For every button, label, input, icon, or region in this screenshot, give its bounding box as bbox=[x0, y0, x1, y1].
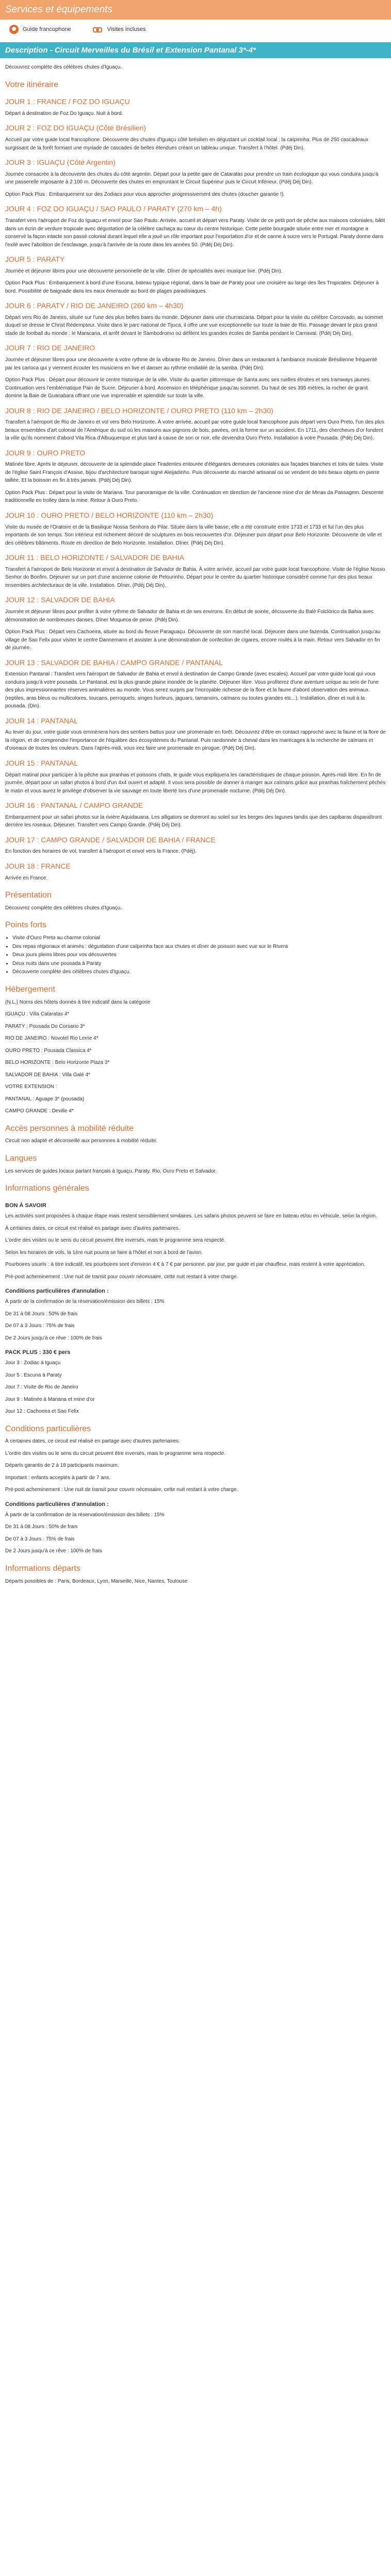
conditions-paragraph: L'ordre des visites ou le sens du circuit peuvent être inversés, mais le programme sera respecté. bbox=[5, 1450, 226, 1456]
description-intro: Découvrez complète des célèbres chutes d'Iguaçu. bbox=[5, 64, 122, 70]
pack-plus-title: PACK PLUS : 330 € pers bbox=[5, 1349, 71, 1356]
departures-heading: Informations départs bbox=[5, 1564, 80, 1573]
description-title: Description - Circuit Merveilles du Brésil et Extension Pantanal 3*-4* bbox=[0, 42, 391, 58]
practical-heading: Informations générales bbox=[5, 1184, 89, 1193]
departures-text: Départs possibles de : Paris, Bordeaux, Lyon, Marseille, Nice, Nantes, Toulouse bbox=[5, 1578, 188, 1584]
guide-label: Guide francophone bbox=[23, 26, 71, 32]
day-paragraph: Journée et déjeuner libres pour une découverte personnelle de la ville. Dîner de spécialités avec musique live. (Pdéj Din). bbox=[5, 268, 283, 274]
conditions-cond-list bbox=[5, 1511, 386, 1555]
hotel-line: PARATY : Pousada Do Corsario 3* bbox=[5, 1023, 85, 1029]
practical-paragraph: Selon les horaires de vols, la 1ère nuit pourra se faire à l'hôtel et non à bord de l'avion. bbox=[5, 1249, 203, 1256]
day-title: JOUR 3 : IGUAÇU (Côté Argentin) bbox=[5, 158, 116, 167]
day-title: JOUR 9 : OURO PRETO bbox=[5, 448, 86, 457]
cancellation-line: De 31 à 08 Jours : 50% de frais bbox=[5, 1311, 78, 1317]
cancellation-line: De 31 à 08 Jours : 50% de frais bbox=[5, 1524, 78, 1530]
access-heading: Accès personnes à mobilité réduite bbox=[5, 1124, 134, 1133]
conditions-paragraph: Pré-post acheminement : Une nuit de transit pour couvrir nécessaire, cette nuit restant à votre charge. bbox=[5, 1487, 238, 1493]
conditions-paragraph: Départs garantis de 2 à 18 participants maximum. bbox=[5, 1463, 119, 1469]
cancellation-line: De 07 à 3 Jours : 75% de frais bbox=[5, 1323, 75, 1329]
lodging-heading: Hébergement bbox=[5, 985, 55, 994]
bon-voyage-label: BON À SAVOIR bbox=[5, 1202, 46, 1209]
cancellation-line: À partir de la confirmation de la réservation/émission des billets : 15% bbox=[5, 1512, 165, 1518]
services-header: Services et équipements bbox=[0, 0, 391, 20]
cancellation-line: De 2 Jours jusqu'à ce rêve : 100% de frais bbox=[5, 1548, 102, 1554]
highlight-item: • Deux nuits dans une pousada à Paraty bbox=[12, 960, 386, 968]
day-paragraph: Au lever du jour, votre guide vous emmènera hors des sentiers battus pour une promenade en forêt. Découvrez d'être en contact rapproché avec la faune et la flore de la région, et de comprendre l'importance de l'équilibre des écosystèmes du Pantanal. Puis randonnée à cheval dans les marécages à la recherche de caïmans et d'oiseaux de toutes les couleurs. Dans l'après-midi, vous irez faire une promenade en pirogue. (Pdéj Déj Din). bbox=[5, 730, 386, 752]
cancellation-line: À partir de la confirmation de la réservation/émission des billets : 15% bbox=[5, 1299, 165, 1305]
pack-plus-line: Jour 12 : Cachoeira et Sao Felix bbox=[5, 1409, 79, 1415]
hotel-line: BELO HORIZONTE : Belo Horizonte Plaza 3* bbox=[5, 1060, 110, 1066]
extension-label: VOTRE EXTENSION : bbox=[5, 1084, 57, 1090]
highlight-item: • Deux jours pleins libres pour vos découvertes bbox=[12, 951, 386, 959]
conditions-heading: Conditions particulières bbox=[5, 1424, 91, 1433]
highlights-heading: Points forts bbox=[5, 921, 47, 930]
extension-hotel-line: CAMPO GRANDE : Deville 4* bbox=[5, 1108, 74, 1114]
content bbox=[0, 58, 391, 1600]
languages-text: Les services de guides locaux parlant français à Iguaçu, Paraty, Rio, Ouro Preto et Salvador. bbox=[5, 1168, 217, 1174]
conditions-cond-title: Conditions particulières d'annulation : bbox=[5, 1501, 109, 1507]
day-title: JOUR 14 : PANTANAL bbox=[5, 716, 78, 725]
practical-paragraph: L'ordre des visites ou le sens du circuit peuvent être inversés, mais le programme sera respecté. bbox=[5, 1238, 226, 1243]
conditions-paragraph: À certaines dates, ce circuit est réalisé en partage avec d'autres partenaires. bbox=[5, 1438, 180, 1445]
day-title: JOUR 1 : FRANCE / FOZ DO IGUAÇU bbox=[5, 97, 130, 106]
day-title: JOUR 16 : PANTANAL / CAMPO GRANDE bbox=[5, 801, 143, 810]
hotel-line: IGUAÇU : Villa Cataratas 4* bbox=[5, 1011, 70, 1018]
day-paragraph: Extension Pantanal : Transfert vers l'aéroport de Salvador de Bahia et envol à destination de Campo Grande (avec escales). Accueil par votre guide local qui vous conduira jusqu'à votre pousada. Le Pantanal, est la plus grande plaine inondée de la planète. Déjeuner libre. Vous profiterez d'une aventure unique au sein de l'une des plus impressionnantes réserves animalières au monde. Vous serez surpris par l'incroyable richesse de la flore et la faune d'abord observation des animaux (reptiles, aras bleus ou multicolores, toucans, perroquets, singes hurleurs, jaguars, tamanoirs, caïmans ou toutes grandes etc...). Installation, dîner et nuit à la pousada. (Din). bbox=[5, 671, 379, 709]
day-title: JOUR 5 : PARATY bbox=[5, 255, 65, 264]
day-title: JOUR 10 : OURO PRETO / BELO HORIZONTE (110 km – 2h30) bbox=[5, 511, 214, 519]
day-title: JOUR 7 : RIO DE JANEIRO bbox=[5, 344, 95, 352]
hotel-line: SALVADOR DE BAHIA : Villa Galé 4* bbox=[5, 1072, 91, 1078]
day-paragraph: Transfert à l'aéroport de Belo Horizonte et envol à destination de Salvador de Bahia. À votre arrivée, accueil par votre guide local francophone. Visite de l'église Nosso Senhor do Bonfim. Déjeuner sur un port d'une ancienne colonie de Pelourinho. Départ pour le centre du quartier historique considéré comme l'un des plus beaux ensembles architecturaux de la ville. Installation. Dîner. (Pdéj Déj Din). bbox=[5, 566, 385, 588]
day-title: JOUR 6 : PARATY / RIO DE JANEIRO (260 km – 4h30) bbox=[5, 301, 184, 310]
practical-cond-list bbox=[5, 1298, 386, 1342]
day-paragraph: Journée et déjeuner libres pour une découverte à votre rythme de la vibrante Rio de Janeiro. Dîner dans un restaurant à l'ambiance musicale Brésilienne fréquenté par les carioca qui y viennent écouter les musiciens en live et danser au rythme endiablé de la samba. (Pdéj Din). bbox=[5, 357, 378, 371]
services-icons bbox=[0, 20, 391, 39]
pack-plus-line: Jour 3 : Zodiac à Iguaçu bbox=[5, 1360, 61, 1366]
day-paragraph: Journée consacrée à la découverte des chutes du côté argentin. Départ pour la petite gare de Cataratas pour prendre un train écologique qui vous conduira jusqu'à une passerelle imposante à 2 100 m. Découverte des chutes en empruntant le Circuit Supérieur puis le Circuit Inférieur. (Pdéj Déj Din). bbox=[5, 171, 379, 185]
day-paragraph: Transfert vers l'aéroport de Foz do Iguaçu et envol pour Sao Paulo. Arrivée, accueil et départ vers Paraty. Visite de ce petit port de pêche aux maisons coloniales, bâtit dans un écrin de verdure tropicale avec dégustation de la célèbre cachaça au cœur du centre historique. Cette petite bourgade située entre mer et montagne a conservé la façon intacte son passé colonial durant lequel elle a joué un rôle important pour l'exportation d'or et de canne à sucre vers le Portugal. Paraty donne dans l'exilé avec l'abolition de l'esclavage, jusqu'à l'arrivée de la route dans les années 50. (Pdéj Déj Din). bbox=[5, 218, 385, 248]
day-paragraph: Embarquement pour un safari photos sur la rivière Aquidauana. Les alligators se doreront au soleil sur les berges des lagunes tandis que des capibaras disparaîtront derrière les roseaux. Déjeuner. Transfert vers Campo Grande. (Pdéj Déj Din). bbox=[5, 814, 382, 828]
highlight-item: • Des repas régionaux et animés : dégustation d'une caïpirinha face aux chutes et dîner de poisson avec vue sur le Rivera bbox=[12, 943, 386, 951]
day-paragraph: Option Pack Plus : Départ vers Cachoeira, située au bord du fleuve Paraguaçu. Découverte de son marché local. Déjeuner dans une fazenda. Continuation jusqu'au village de Sao Felix pour visiter le centre Dannemann et assister à une démonstration de confection de cigares, encore roulés à la main. Retour vers Salvador en fin de journée. bbox=[5, 629, 381, 651]
practical-cond-title: Conditions particulières d'annulation : bbox=[5, 1288, 109, 1294]
pack-plus-line: Jour 5 : Escuna à Paraty bbox=[5, 1372, 62, 1378]
conditions-paragraph: Important : enfants acceptés à partir de 7 ans. bbox=[5, 1475, 111, 1481]
cancellation-line: De 07 à 3 Jours : 75% de frais bbox=[5, 1536, 75, 1542]
day-paragraph: En fonction des horaires de vol, transfert à l'aéroport et envol vers la France. (Pdéj). bbox=[5, 849, 197, 855]
day-paragraph: Transfert à l'aéroport de Rio de Janeiro et vol vers Belo Horizonte. À votre arrivée, accueil par votre guide local francophone puis départ vers Ouro Preto, l'un des plus beaux ensembles d'art colonial de l'Amérique du sud où les maisons aux pignons de bois, pavées, ont la forme sur un accident. En 1711, des chercheurs d'or fondent la ville qu'ils nomment d'abord Vila Rica d'Albuquerque et plus tard à cause de son or noir, elle deviendra Ouro Preto. Installation à votre Pousada. (Pdéj Déj Din). bbox=[5, 419, 384, 442]
visits-feature bbox=[92, 25, 146, 33]
day-paragraph: Accueil par votre guide local francophone. Découverte des chutes d'Iguaçu côté brésilien en dégustant un cocktail local : la caïpirinha. Plus de 250 cascadeaux surgissant de la forêt formant une myriade de cascades de belles étendues créant un tableau unique. Transfert à l'hôtel. (Pdéj Din). bbox=[5, 137, 369, 151]
lodging-list bbox=[5, 1010, 386, 1079]
day-paragraph: Départ vers Rio de Janeiro, située sur l'une des plus belles baies du monde. Déjeuner dans une churrascaria. Départ pour la visite du célèbre Corcovado, au sommet duquel se dresse le Christ Rédempteur. Visite dans le parc national de Tijuca, il offre une vue exceptionnelle sur toute la baie de Rio. Passage devant le plus grand stade de football du monde : le Maracana, et arrêt devant le Sambodromo où défilent les grandes écoles de Samba pendant le Carnaval. (Pdéj Déj Din). bbox=[5, 314, 383, 336]
hotel-line: OURO PRETO : Pousada Classica 4* bbox=[5, 1047, 92, 1054]
itinerary-days bbox=[5, 96, 386, 882]
practical-paragraph: Les activités sont proposées à chaque étape mais restent sensiblement similaires. Les safaris photos peuvent se faire en bateau et/ou en véhicule, selon la région. bbox=[5, 1213, 377, 1219]
highlights-list bbox=[5, 934, 386, 976]
day-paragraph: Départ matinal pour participer à la pêche aux piranhas et poissons chats, le guide vous expliquera les caractéristiques de chaque poisson. Après-midi libre. En fin de journée, départ pour un safari photos à bord d'un 4x4 ouvert et adapté. Il vous sera possible de donner à manger aux caïmans grâce aux piranhas fraîchement pêchés le matin et vous aurez le privilège d'observer la vie sauvage en toute liberté lors d'une promenade nocturne. (Pdéj Déj Din). bbox=[5, 772, 386, 794]
lodging-intro: (N.L.) Noms des hôtels donnés à titre indicatif dans la catégorie bbox=[5, 999, 151, 1005]
presentation-heading: Présentation bbox=[5, 891, 52, 900]
visits-label: Visites incluses bbox=[107, 26, 146, 32]
hotel-line: RIO DE JANEIRO : Novotel Rio Leme 4* bbox=[5, 1036, 99, 1042]
highlight-item: • Visite d'Ouro Preto au charme colonial bbox=[12, 934, 386, 942]
practical-paragraph: À certaines dates, ce circuit est réalisé en partage avec d'autres partenaires. bbox=[5, 1225, 180, 1231]
presentation-text: Découvrez complète des célèbres chutes d'Iguaçu. bbox=[5, 905, 122, 911]
day-title: JOUR 12 : SALVADOR DE BAHIA bbox=[5, 596, 115, 604]
day-paragraph: Option Pack Plus : Départ pour la visite de Mariana. Tour panoramique de la ville. Continuation en direction de l'ancienne mine d'or de Minas da Passagem. Descente traditionnelle en trolley dans la mine. Retour à Ouro Preto. bbox=[5, 489, 384, 504]
day-paragraph: Visite du musée de l'Oratoire et de la Basilique Nossa Senhora do Pilar. Située dans la ville basse, elle a été construite entre 1733 et 1733 et fut l'un des plus importants de son temps. Son intérieur est richement décoré de sculptures en bois recouvertes d'or. Déjeuner puis départ pour Belo Horizonte. Découverte de ville et des célèbres bâtiments. Route en direction de Belo Horizonte. Installation. Dîner. (Pdéj Déj Din). bbox=[5, 524, 382, 546]
day-paragraph: Départ à destination de Foz Do Iguaçu. Nuit à bord. bbox=[5, 110, 123, 116]
pack-plus-list bbox=[5, 1359, 386, 1416]
access-text: Circuit non adapté et déconseillé aux personnes à mobilité réduite. bbox=[5, 1138, 158, 1144]
day-title: JOUR 2 : FOZ DO IGUAÇU (Côté Brésilien) bbox=[5, 124, 146, 132]
day-title: JOUR 17 : CAMPO GRANDE / SALVADOR DE BAHIA / FRANCE bbox=[5, 835, 216, 844]
day-title: JOUR 4 : FOZ DO IGUAÇU / SAO PAULO / PARATY (270 km – 4h) bbox=[5, 205, 222, 213]
cancellation-line: De 2 Jours jusqu'à ce rêve : 100% de frais bbox=[5, 1335, 102, 1341]
guide-feature bbox=[9, 25, 71, 34]
highlight-item: • Découverte complète des célèbres chutes d'Iguaçu. bbox=[12, 968, 386, 976]
day-paragraph: Matinée libre. Après le déjeuner, découverte de la splendide place Tiradentes entourée d'élégantes demeures coloniales aux façades blanches et toits de tuiles. Visite de l'église Saint François d'Assise, bijou d'architecture baroque signé Aleijadinho. Puis découverte du marché artisanal où se vendent de très beaux objets en pierre taillée. Et la boisson en fin à très jamais. (Pdéj Déj Din). bbox=[5, 462, 384, 484]
day-paragraph: Option Pack Plus : Embarquement à bord d'une Escuna, bateau typique régional, dans la baie de Paraty pour une croisière au large des îles Tropicales. Déjeuner à bord. Possibilité de baignade dans les eaux émeraude au bord de plages paradisiaques. bbox=[5, 280, 379, 294]
day-paragraph: Arrivée en France. bbox=[5, 875, 48, 881]
itinerary-heading: Votre itinéraire bbox=[5, 80, 59, 89]
extension-hotel-line: PANTANAL : Aguape 3* (pousada) bbox=[5, 1096, 85, 1102]
day-title: JOUR 15 : PANTANAL bbox=[5, 758, 78, 767]
extension-list bbox=[5, 1095, 386, 1115]
practical-paragraph: Pourboires usuels : à titre indicatif, les pourboires sont d'environ 4 € à 7 € par personne, par jour, par guide et par chauffeur, mais restent à votre appréciation. bbox=[5, 1262, 366, 1267]
guide-icon bbox=[9, 25, 19, 34]
day-paragraph: Journée et déjeuner libres pour profiter à votre rythme de Salvador de Bahia et de ses environs. En début de soirée, découverte du Balé Folclórico da Bahia avec démonstration de nombreuses danses. Dîner Moqueca de peixe. (Pdéj Din). bbox=[5, 609, 374, 623]
pack-plus-line: Jour 7 : Visite de Rio de Janeiro bbox=[5, 1384, 78, 1391]
day-title: JOUR 11 : BELO HORIZONTE / SALVADOR DE BAHIA bbox=[5, 553, 184, 562]
day-title: JOUR 18 : FRANCE bbox=[5, 861, 71, 870]
camera-icon bbox=[92, 25, 103, 33]
day-paragraph: Option Pack Plus : Départ pour découvrir le centre historique de la ville. Visite du quartier pittoresque de Santa avec ses ruelles étroites et ses tramways jaunes. Continuation vers l'emblématique Pain de Sucre. Déjeuner à bord. Ascension en téléphérique jusqu'au sommet. Du haut de ses 395 mètres, la rocher de granit domine la Baie de Guanabara offrant une vue imprenable et splendide sur toute la ville. bbox=[5, 377, 371, 399]
practical-paragraph: Pré-post acheminement : Une nuit de transit pour couvrir nécessaire, cette nuit restant à votre charge. bbox=[5, 1274, 238, 1280]
day-title: JOUR 8 : RIO DE JANEIRO / BELO HORIZONTE / OURO PRETO (110 km – 2h30) bbox=[5, 406, 273, 415]
day-paragraph: Option Pack Plus : Embarquement sur des Zodiacs pour vous approcher progressivement des chutes (doucher garantie !). bbox=[5, 191, 285, 197]
day-title: JOUR 13 : SALVADOR DE BAHIA / CAMPO GRANDE / PANTANAL bbox=[5, 658, 223, 667]
practical-paras bbox=[5, 1212, 386, 1281]
conditions-paras bbox=[5, 1437, 386, 1494]
pack-plus-line: Jour 9 : Matinée à Mariana et mine d'or bbox=[5, 1396, 95, 1402]
languages-heading: Langues bbox=[5, 1154, 37, 1163]
